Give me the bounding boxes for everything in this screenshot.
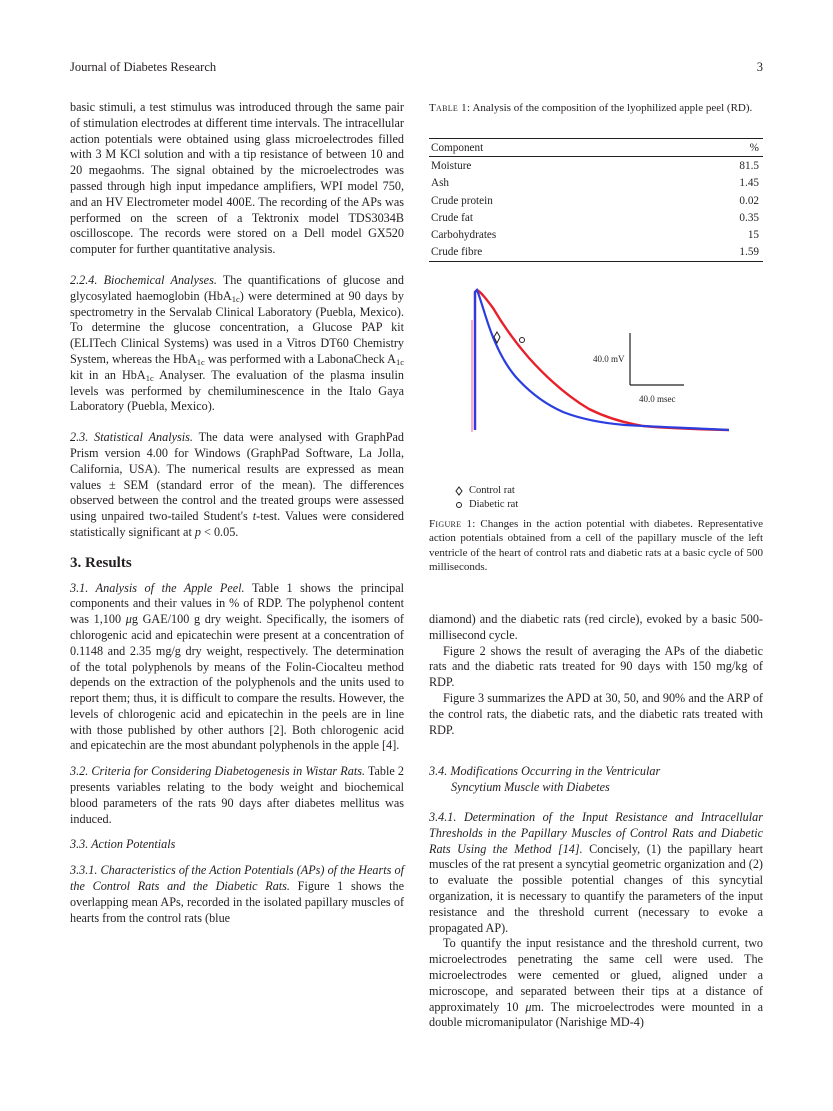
right-column-text <box>429 612 763 1031</box>
section-title-3-1: 3.1. Analysis of the Apple Peel. <box>70 580 245 595</box>
paragraph-action-potentials: 3.3.1. Characteristics of the Action Potentials (APs) of the Hearts of the Control Rats and the Diabetic Rats. Figure 1 shows the overlapping mean APs, recorded in the isolated papillary muscles of hearts from the control rats (blue <box>70 863 404 925</box>
paragraph-diabetogenesis: 3.2. Criteria for Considering Diabetogenesis in Wistar Rats. Table 2 presents variables relating to the body weight and biochemical blood parameters of the rats 90 days after diabetes mellitus was induced. <box>70 764 405 826</box>
diamond-icon <box>455 486 463 496</box>
paragraph-figure2: Figure 2 shows the result of averaging the APs of the diabetic rats and the diabetic rats treated for 90 days with 150 mg/kg of RDP. <box>429 643 763 690</box>
running-header-journal: Journal of Diabetes Research <box>70 60 217 74</box>
table-row: Carbohydrates 15 <box>431 229 759 242</box>
table-header-row <box>429 139 763 157</box>
circle-icon <box>455 500 463 510</box>
section-title-3-4-1: 3.4.1. Determination of the Input Resistance and Intracellular Thresholds in the Papillary Muscles of Control Rats and Diabetic Rats Using the Method [14]. <box>429 809 763 856</box>
section-title-3-4: 3.4. Modifications Occurring in the Ventricular Syncytium Muscle with Diabetes <box>429 764 661 795</box>
table-row: Crude fat 0.35 <box>431 211 759 224</box>
section-title-2-3: 2.3. Statistical Analysis. <box>70 430 193 445</box>
table-row: Crude fibre 1.59 <box>429 244 763 262</box>
section-title-3-3: 3.3. Action Potentials <box>70 837 176 852</box>
paragraph-statistical-analysis: 2.3. Statistical Analysis. The data were analysed with GraphPad Prism version 4.00 for Windows (GraphPad Software, La Jolla, California, USA). The numerical results are expressed as mean values ± SEM (standard error of the mean). The differences observed between the control and the treated groups were assessed using unpaired two-tailed Student's t-test. Values were considered statistically significant at p < 0.05. <box>70 430 404 539</box>
diabetic-circle-marker <box>520 338 525 343</box>
paragraph-methods-continued: basic stimuli, a test stimulus was introduced through the same pair of stimulation electrodes at different time intervals. The intracellular action potentials were obtained using glass microelectrodes filled with 3 M KCl solution and with a tip resistance of between 10 and 20 megaohms. The signal obtained by the microelectrodes was passed through high input impedance amplifiers, WPI model 750, and an HV Electrometer model 400E. The recording of the APs was performed on the screen of a Tektronix model TDS3034B oscilloscope. The records were stored on a Dell model GX520 computer for further quantitative analysis. <box>70 100 404 257</box>
section-title-3-3-1: 3.3.1. Characteristics of the Action Potentials (APs) of the Hearts of the Control Rats and the Diabetic Rats. <box>70 863 404 894</box>
paragraph-microelectrodes: To quantify the input resistance and the threshold current, two microelectrodes penetrating the same cell were used. The microelectrodes were cemented or glued, aligned under a microscope, and separated between their tips at a distance of approximately 10 μm. The microelectrodes were mounted in a double micromanipulator (Narishige MD-4) <box>429 936 763 1030</box>
page-number: 3 <box>756 60 763 74</box>
section-title-results: 3. Results <box>70 554 132 571</box>
table-row: Ash 1.45 <box>431 177 759 190</box>
left-column <box>70 100 404 926</box>
table-1 <box>429 138 763 262</box>
table-header-component: Component <box>429 139 673 157</box>
section-title-3-2: 3.2. Criteria for Considering Diabetogenesis in Wistar Rats. <box>70 764 366 779</box>
paragraph-figure1-continued: diamond) and the diabetic rats (red circle), evoked by a basic 500-millisecond cycle. <box>429 612 763 642</box>
table-1-caption: Table 1: Analysis of the composition of the lyophilized apple peel (RD). <box>429 102 753 114</box>
section-title-2-2-4: 2.2.4. Biochemical Analyses. <box>70 272 217 287</box>
legend-item-control: Control rat <box>455 484 518 498</box>
paragraph-input-resistance: 3.4.1. Determination of the Input Resistance and Intracellular Thresholds in the Papillary Muscles of Control Rats and Diabetic Rats Using the Method [14]. Concisely, (1) the papillary heart muscles of the rat present a syncytial geometric organization and (2) to evaluate the possible potential changes of this syncytial organization, it is necessary to quantify the parameters of the input resistance and the threshold current (necessary to evoke a propagated AP). <box>429 809 763 935</box>
paragraph-apple-peel: 3.1. Analysis of the Apple Peel. Table 1 shows the principal components and their values in % of RDP. The polyphenol content was 1,100 μg GAE/100 g dry weight. Specifically, the isomers of chlorogenic acid and epicatechin were present at a concentration of 0.1148 and 2.35 mg/g dry weight, respectively. The determination of the total polyphenols by means of the Folin-Ciocalteu method depends on the extraction of the polyphenols and the units used to report them; thus, it is difficult to compare the results. However, the levels of chlorogenic acid and epicatechin in the peels are in line with those published by other authors [2]. Both chlorogenic acid and epicatechin are the most abundant polyphenols in the apple [4]. <box>70 580 404 753</box>
figure-1 <box>429 280 763 510</box>
time-scale-label: 40.0 msec <box>639 394 676 404</box>
voltage-scale-label: 40.0 mV <box>593 354 625 364</box>
table-header-percent: % <box>673 139 763 157</box>
paragraph-figure3: Figure 3 summarizes the APD at 30, 50, and 90% and the ARP of the control rats, the diabetic rats, and the diabetic rats treated with RDP. <box>429 690 763 737</box>
table-row: Crude protein 0.02 <box>431 194 759 207</box>
figure-1-legend <box>455 484 518 512</box>
paragraph-biochemical-analyses: 2.2.4. Biochemical Analyses. The quantifications of glucose and glycosylated haemoglobin (HbA$_{1c}$) were determined at 90 days by spectrometry in the Servalab Clinical Laboratory (Puebla, Mexico). To determine the glucose concentration, a Glucose PAP kit (ELITech Clinical Systems) was used in a Vitros DT60 Chemistry System, whereas the HbA$_{1c}$ was performed with a LabonaCheck $A_{1c}$ kit in an HbA$_{1c}$ Analyser. The evaluation of the plasma insulin levels was performed by chemiluminescence in the Italo Gaya Laboratory (Puebla, Mexico). <box>70 272 405 414</box>
figure-1-plot <box>429 280 763 510</box>
figure-1-caption: Figure 1: Changes in the action potential with diabetes. Representative action potentials obtained from a cell of the papillary muscle of the left ventricle of the heart of control rats and diabetic rats at a basic cycle of 500 milliseconds. <box>429 518 763 573</box>
legend-item-diabetic: Diabetic rat <box>455 498 518 512</box>
table-row: Moisture 81.5 <box>431 159 759 172</box>
